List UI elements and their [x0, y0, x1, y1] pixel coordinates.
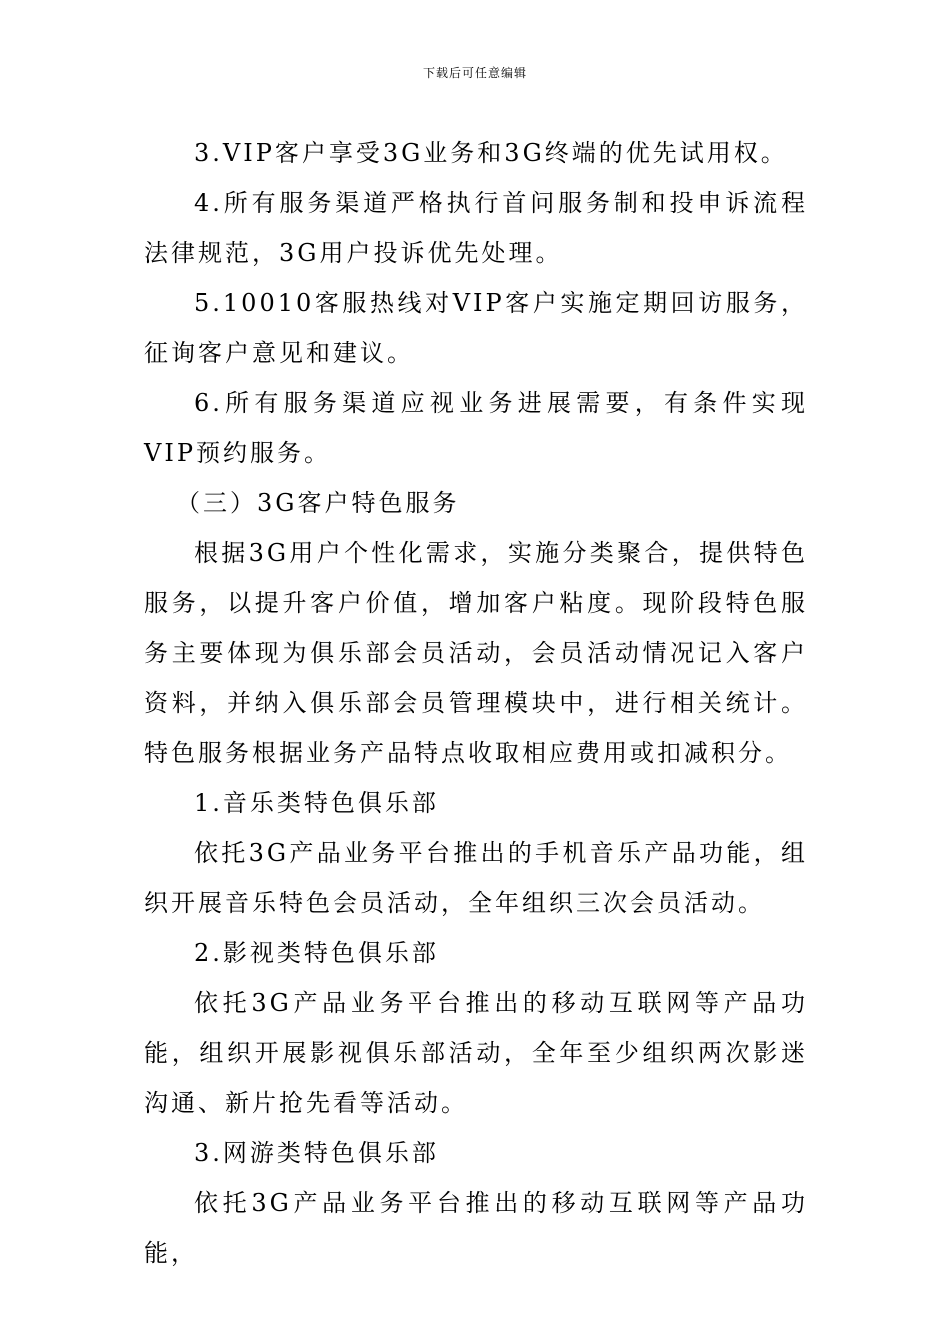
paragraph-music-club: 依托3G产品业务平台推出的手机音乐产品功能，组织开展音乐特色会员活动，全年组织三次会员活动。: [144, 839, 808, 917]
paragraph-first-contact-service: 4.所有服务渠道严格执行首问服务制和投申诉流程法律规范，3G用户投诉优先处理。: [144, 189, 808, 267]
page-header: 下载后可任意编辑: [422, 66, 527, 80]
section-heading-featured-services: （三）3G客户特色服务: [176, 489, 460, 517]
paragraph-hotline-callback: 5.10010客服热线对VIP客户实施定期回访服务，征询客户意见和建议。: [144, 289, 808, 367]
subheading-film-club: 2.影视类特色俱乐部: [194, 939, 439, 967]
paragraph-vip-appointment: 6.所有服务渠道应视业务进展需要，有条件实现VIP预约服务。: [144, 389, 808, 467]
subheading-gaming-club: 3.网游类特色俱乐部: [194, 1139, 439, 1167]
subheading-music-club: 1.音乐类特色俱乐部: [194, 789, 439, 817]
paragraph-featured-services-intro: 根据3G用户个性化需求，实施分类聚合，提供特色服务，以提升客户价值，增加客户粘度。现阶段特色服务主要体现为俱乐部会员活动，会员活动情况记入客户资料，并纳入俱乐部会员管理模块中，进行相关统计。特色服务根据业务产品特点收取相应费用或扣减积分。: [144, 539, 808, 767]
paragraph-vip-trial-rights: 3.VIP客户享受3G业务和3G终端的优先试用权。: [194, 139, 788, 167]
document-body: [144, 128, 808, 1278]
paragraph-film-club: 依托3G产品业务平台推出的移动互联网等产品功能，组织开展影视俱乐部活动，全年至少组织两次影迷沟通、新片抢先看等活动。: [144, 989, 808, 1117]
paragraph-gaming-club: 依托3G产品业务平台推出的移动互联网等产品功能，: [144, 1189, 808, 1267]
